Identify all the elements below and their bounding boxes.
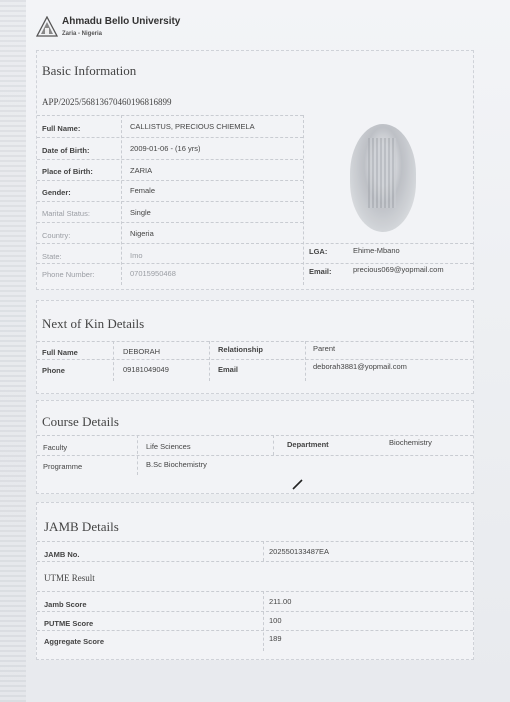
putme-score-label: PUTME Score [44, 619, 94, 628]
state-label: State: [42, 252, 62, 261]
putme-score-value: 100 [269, 616, 282, 625]
lga-label: LGA: [309, 247, 328, 256]
programme-value: B.Sc Biochemistry [146, 460, 207, 469]
full-name-label: Full Name: [42, 124, 81, 133]
kin-full-name-value: DEBORAH [123, 347, 161, 356]
jamb-score-value: 211.00 [269, 597, 292, 606]
kin-phone-label: Phone [42, 366, 65, 375]
department-value: Biochemistry [389, 438, 432, 447]
jamb-number-label: JAMB No. [44, 550, 80, 559]
application-number: APP/2025/56813670460196816899 [42, 97, 172, 107]
full-name-value: CALLISTUS, PRECIOUS CHIEMELA [130, 122, 255, 131]
section-title-course: Course Details [42, 414, 119, 429]
aggregate-score-label: Aggregate Score [44, 637, 105, 646]
next-of-kin-card [36, 300, 474, 394]
utme-result-title: UTME Result [44, 573, 95, 583]
kin-relationship-value: Parent [313, 344, 336, 353]
kin-email-value: deborah3881@yopmail.com [313, 362, 407, 371]
kin-full-name-label: Full Name [42, 348, 78, 357]
jamb-number-value: 202550133487EA [269, 547, 330, 556]
email-value: precious069@yopmail.com [353, 265, 444, 274]
jamb-score-label: Jamb Score [44, 600, 87, 609]
phone-number-label: Phone Number: [42, 270, 95, 279]
jamb-details-card [36, 502, 474, 660]
kin-email-label: Email [218, 365, 239, 374]
state-value: Imo [130, 251, 143, 260]
kin-relationship-label: Relationship [218, 345, 264, 354]
lga-value: Ehime-Mbano [353, 246, 400, 255]
section-title-kin: Next of Kin Details [42, 316, 145, 331]
university-name: Ahmadu Bello University [62, 16, 181, 27]
marital-status-label: Marital Status: [42, 209, 90, 218]
passport-photo [350, 124, 416, 232]
gender-value: Female [130, 186, 156, 195]
kin-phone-value: 09181049049 [123, 365, 169, 374]
section-title-jamb: JAMB Details [44, 519, 119, 534]
faculty-label: Faculty [43, 443, 68, 452]
faculty-value: Life Sciences [146, 442, 191, 451]
aggregate-score-value: 189 [269, 634, 282, 643]
country-value: Nigeria [130, 229, 154, 238]
scan-edge-texture [0, 0, 26, 702]
place-of-birth-value: ZARIA [130, 166, 153, 175]
course-details-card [36, 400, 474, 494]
department-label: Department [287, 440, 329, 449]
date-of-birth-label: Date of Birth: [42, 146, 90, 155]
university-location: Zaria - Nigeria [62, 31, 103, 37]
place-of-birth-label: Place of Birth: [42, 167, 93, 176]
date-of-birth-value: 2009-01-06 - (16 yrs) [130, 144, 201, 153]
programme-label: Programme [43, 462, 83, 471]
section-title-basic: Basic Information [42, 63, 137, 78]
country-label: Country: [42, 231, 71, 240]
phone-number-value: 07015950468 [130, 269, 176, 278]
university-logo-icon [36, 16, 58, 38]
email-label: Email: [309, 267, 332, 276]
gender-label: Gender: [42, 188, 71, 197]
marital-status-value: Single [130, 208, 151, 217]
pen-mark-icon [292, 478, 304, 490]
